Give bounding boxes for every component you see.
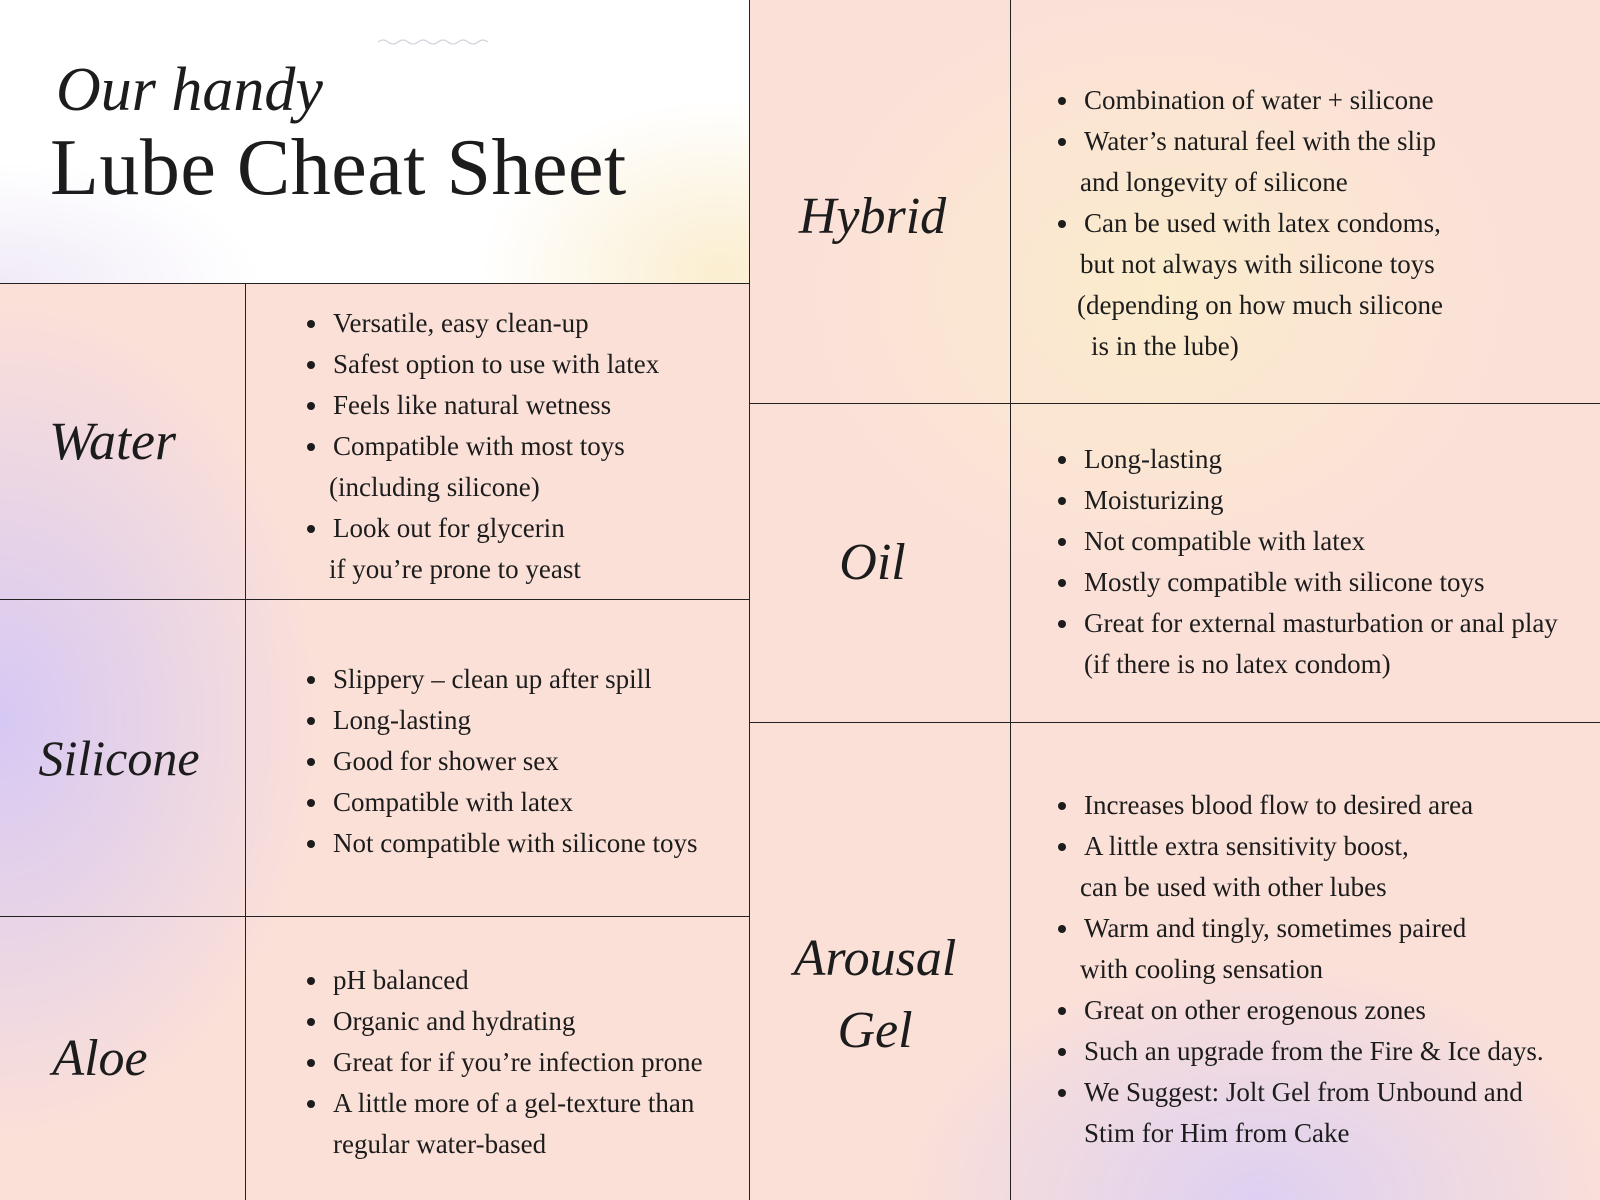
aloe-list [304,960,703,1165]
aloe-label: Aloe [52,1029,148,1087]
list-item: can be used with other lubes [1080,872,1387,902]
water-list [304,303,659,590]
list-item: Combination of water + silicone [1055,80,1443,121]
list-item: Water’s natural feel with the slip [1055,121,1443,162]
list-item: Can be used with latex condoms, [1055,203,1443,244]
list-item: Look out for glycerin [304,508,659,549]
list-item: Slippery – clean up after spill [304,659,697,700]
list-item: and longevity of silicone [1080,167,1348,197]
list-item: Such an upgrade from the Fire & Ice days. [1055,1031,1544,1072]
list-item: Safest option to use with latex [304,344,659,385]
list-item: if you’re prone to yeast [329,554,581,584]
list-item: Mostly compatible with silicone toys [1055,562,1558,603]
divider-right-column [1010,0,1011,1200]
list-item: with cooling sensation [1080,954,1323,984]
arousal-gel-label: Arousal Gel [793,930,957,1059]
list-item: Not compatible with latex [1055,521,1558,562]
list-item: Good for shower sex [304,741,697,782]
silicone-label: Silicone [38,729,200,786]
list-item: Compatible with latex [304,782,697,823]
silicone-list [304,659,697,864]
list-item: Long-lasting [1055,439,1558,480]
list-item: Great on other erogenous zones [1055,990,1544,1031]
list-item: Moisturizing [1055,480,1558,521]
title-header [0,0,750,284]
hybrid-list [1055,80,1443,367]
list-item: Great for if you’re infection prone [304,1042,703,1083]
list-item: regular water-based [333,1129,547,1159]
list-item: (including silicone) [329,472,540,502]
list-item: is in the lube) [1091,331,1239,361]
hybrid-label: Hybrid [798,187,947,245]
list-item: Compatible with most toys [304,426,659,467]
page-title: Lube Cheat Sheet [50,124,627,212]
list-item: Long-lasting [304,700,697,741]
list-item: Great for external masturbation or anal play [1055,603,1558,644]
list-item: (depending on how much silicone [1077,290,1443,320]
list-item: Increases blood flow to desired area [1055,785,1544,826]
list-item: Feels like natural wetness [304,385,659,426]
list-item: Organic and hydrating [304,1001,703,1042]
list-item: A little extra sensitivity boost, [1055,826,1544,867]
list-item: but not always with silicone toys [1080,249,1435,279]
list-item: A little more of a gel-texture than [304,1083,703,1124]
oil-list [1055,439,1558,685]
list-item: Warm and tingly, sometimes paired [1055,908,1544,949]
divider-oil-arousal [750,722,1600,723]
list-item: (if there is no latex condom) [1084,649,1391,679]
list-item: Versatile, easy clean-up [304,303,659,344]
wavy-divider-icon [378,37,488,47]
list-item: We Suggest: Jolt Gel from Unbound and [1055,1072,1544,1113]
list-item: Stim for Him from Cake [1084,1118,1350,1148]
list-item: pH balanced [304,960,703,1001]
subtitle: Our handy [56,56,323,124]
oil-label: Oil [839,534,906,591]
arousal-gel-list [1055,785,1544,1154]
list-item: Not compatible with silicone toys [304,823,697,864]
divider-left-column [245,283,246,1200]
water-label: Water [48,411,176,471]
